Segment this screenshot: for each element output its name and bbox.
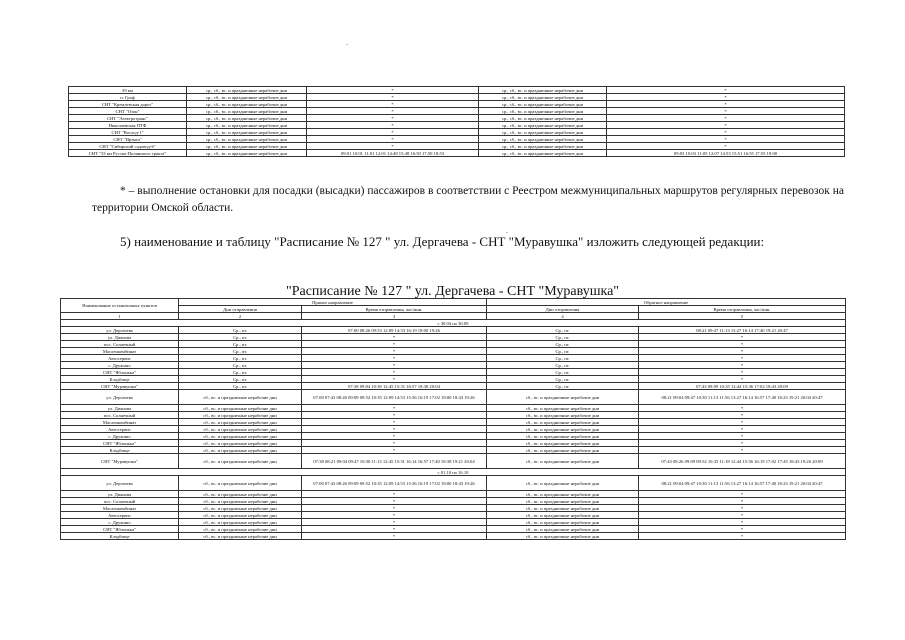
forward-days-cell: сб., вс. и праздничные нерабочие дни: [179, 498, 302, 505]
table-row: [61, 419, 846, 426]
header-col-number: 5: [639, 313, 846, 320]
stop-name-cell: Кладбище: [61, 447, 179, 454]
table-row: [61, 498, 846, 505]
forward-days-cell: сб., вс. и праздничные нерабочие дни: [179, 440, 302, 447]
forward-times-cell: 07:38 09:04 10:30 12:45 15:31 16:57 18:38 20:04: [302, 383, 487, 390]
forward-times-cell: 09:01 10:01 11:01 12:01 14:48 15:48 16:50 17:50 18:53: [307, 150, 479, 157]
backward-times-cell: *: [639, 348, 846, 355]
table-row: [69, 115, 845, 122]
forward-days-cell: Ср., пт.: [179, 341, 302, 348]
header-dep-time-backward: Время отправления, час/мин.: [639, 306, 846, 313]
table-row: [61, 383, 846, 390]
forward-times-cell: *: [307, 115, 479, 122]
backward-times-cell: *: [639, 376, 846, 383]
backward-times-cell: 08:21 09:47 11:13 13:27 16:14 17:40 19:21 20:47: [639, 327, 846, 334]
instruction-paragraph: 5) наименование и таблицу "Расписание № 127 " ул. Дергачева - СНТ "Муравушка" изложить следующей редакции:: [120, 234, 765, 249]
forward-days-cell: сб., вс. и праздничные нерабочие дни: [179, 412, 302, 419]
forward-times-cell: *: [302, 362, 487, 369]
stop-name-cell: СНТ "Электротранс": [69, 115, 187, 122]
forward-times-cell: *: [302, 519, 487, 526]
table-row: [61, 526, 846, 533]
backward-days-cell: сб., вс. и праздничные нерабочие дни: [487, 412, 639, 419]
forward-times-cell: *: [302, 426, 487, 433]
forward-days-cell: ср., сб., вс. и праздничные нерабочие дни: [187, 129, 307, 136]
backward-times-cell: 07:43 08:26 09:09 09:52 10:35 11:18 12:44 15:36 16:19 17:02 17:45 18:43 19:26 20:09: [639, 454, 846, 469]
forward-times-cell: *: [302, 433, 487, 440]
forward-times-cell: *: [302, 355, 487, 362]
forward-times-cell: *: [307, 122, 479, 129]
table-row: [61, 405, 846, 412]
forward-days-cell: сб., вс. и праздничные нерабочие дни: [179, 526, 302, 533]
backward-days-cell: сб., вс. и праздничные нерабочие дни: [487, 526, 639, 533]
stop-name-cell: Масленкомбинат: [61, 505, 179, 512]
forward-days-cell: сб., вс. и праздничные нерабочие дни: [179, 512, 302, 519]
backward-days-cell: ср., сб., вс. и праздничные нерабочие дни: [479, 94, 607, 101]
backward-days-cell: ср., сб., вс. и праздничные нерабочие дни: [479, 143, 607, 150]
backward-days-cell: ср., сб., вс. и праздничные нерабочие дни: [479, 129, 607, 136]
backward-times-cell: *: [607, 136, 845, 143]
forward-days-cell: сб., вс. и праздничные нерабочие дни: [179, 426, 302, 433]
backward-times-cell: *: [639, 440, 846, 447]
stop-name-cell: СНТ "Яблонька": [61, 440, 179, 447]
stop-name-cell: СНТ "Озон": [69, 108, 187, 115]
schedule-period-2-header: [61, 469, 846, 476]
stop-name-cell: п. Граф: [69, 94, 187, 101]
backward-days-cell: Ср., пт.: [487, 383, 639, 390]
stop-name-cell: Автосервис: [61, 426, 179, 433]
table-row: [69, 136, 845, 143]
table-row: [61, 454, 846, 469]
forward-times-cell: 07:00 07:43 08:26 09:09 09:52 10:35 12:09 14:53 15:36 16:19 17:02 18:00 18:43 19:26: [302, 390, 487, 405]
forward-times-cell: *: [302, 447, 487, 454]
schedule-section-1-weekend: [61, 390, 846, 469]
stop-name-cell: СНТ "Кремлевская дорог": [69, 101, 187, 108]
table-row: [61, 412, 846, 419]
forward-days-cell: ср., сб., вс. и праздничные нерабочие дни: [187, 87, 307, 94]
backward-days-cell: сб., вс. и праздничные нерабочие дни: [487, 498, 639, 505]
backward-times-cell: *: [607, 101, 845, 108]
backward-days-cell: Ср., пт.: [487, 327, 639, 334]
header-forward: Прямое направление: [179, 299, 487, 306]
header-dep-days-forward: Дни отправления: [179, 306, 302, 313]
forward-days-cell: Ср., пт.: [179, 362, 302, 369]
schedule-section-2: [61, 476, 846, 540]
schedule-title: "Расписание № 127 " ул. Дергачева - СНТ "Муравушка": [286, 284, 619, 299]
forward-times-cell: *: [302, 334, 487, 341]
backward-days-cell: Ср., пт.: [487, 376, 639, 383]
forward-days-cell: Ср., пт.: [179, 369, 302, 376]
backward-days-cell: Ср., пт.: [487, 348, 639, 355]
table-row: [61, 533, 846, 540]
backward-days-cell: Ср., пт.: [487, 369, 639, 376]
forward-times-cell: *: [302, 376, 487, 383]
forward-days-cell: ср., сб., вс. и праздничные нерабочие дни: [187, 150, 307, 157]
stop-name-cell: Масленкомбинат: [61, 419, 179, 426]
table-row: [69, 129, 845, 136]
forward-times-cell: *: [307, 143, 479, 150]
stop-name-cell: ул. Дианова: [61, 405, 179, 412]
backward-times-cell: *: [639, 512, 846, 519]
table-row: [61, 327, 846, 334]
header-col-number: 2: [179, 313, 302, 320]
table-row: [69, 122, 845, 129]
backward-days-cell: сб., вс. и праздничные нерабочие дни: [487, 454, 639, 469]
stop-name-cell: Автосервис: [61, 512, 179, 519]
continued-schedule-body: [69, 87, 845, 157]
forward-days-cell: Ср., пт.: [179, 334, 302, 341]
stop-name-cell: ул. Дергачева: [61, 390, 179, 405]
stop-name-cell: СНТ "Иртыш": [69, 136, 187, 143]
forward-days-cell: Ср., пт.: [179, 376, 302, 383]
backward-times-cell: *: [639, 447, 846, 454]
continued-schedule-table: [68, 86, 845, 157]
backward-times-cell: *: [639, 498, 846, 505]
period-row: с 01.10 по 16.10: [61, 469, 846, 476]
forward-days-cell: Ср., пт.: [179, 355, 302, 362]
backward-days-cell: ср., сб., вс. и праздничные нерабочие дни: [479, 150, 607, 157]
table-row: [69, 94, 845, 101]
backward-times-cell: *: [639, 362, 846, 369]
table-row: [61, 491, 846, 498]
backward-days-cell: ср., сб., вс. и праздничные нерабочие дни: [479, 108, 607, 115]
forward-days-cell: ср., сб., вс. и праздничные нерабочие дни: [187, 101, 307, 108]
backward-days-cell: Ср., пт.: [487, 341, 639, 348]
stop-name-cell: СНТ "Сибирский садовод-6": [69, 143, 187, 150]
forward-times-cell: *: [302, 440, 487, 447]
period-row: с 30.04 по 30.09: [61, 320, 846, 327]
backward-days-cell: ср., сб., вс. и праздничные нерабочие дни: [479, 115, 607, 122]
header-stops: Наименование остановочных пунктов: [61, 299, 179, 313]
forward-days-cell: сб., вс. и праздничные нерабочие дни: [179, 405, 302, 412]
footnote-paragraph: * – выполнение остановки для посадки (высадки) пассажиров в соответствии с Реестром межмуниципальных маршрутов регулярных перевозок на территории Омской области.: [92, 185, 844, 214]
forward-times-cell: *: [307, 94, 479, 101]
stop-name-cell: Масленкомбинат: [61, 348, 179, 355]
backward-days-cell: ср., сб., вс. и праздничные нерабочие дни: [479, 87, 607, 94]
backward-days-cell: сб., вс. и праздничные нерабочие дни: [487, 491, 639, 498]
backward-times-cell: *: [639, 405, 846, 412]
stop-name-cell: Кладбище: [61, 376, 179, 383]
forward-days-cell: ср., сб., вс. и праздничные нерабочие дни: [187, 108, 307, 115]
backward-times-cell: *: [607, 94, 845, 101]
forward-days-cell: Ср., пт.: [179, 383, 302, 390]
backward-days-cell: сб., вс. и праздничные нерабочие дни: [487, 440, 639, 447]
forward-times-cell: 07:00 08:26 09:53 12:09 14:53 16:19 18:00 19:26: [302, 327, 487, 334]
table-row: [69, 108, 845, 115]
table-row: [61, 505, 846, 512]
forward-days-cell: сб., вс. и праздничные нерабочие дни: [179, 533, 302, 540]
backward-times-cell: *: [639, 533, 846, 540]
table-row: [61, 476, 846, 491]
stop-name-cell: с. Дружино: [61, 519, 179, 526]
forward-days-cell: сб., вс. и праздничные нерабочие дни: [179, 454, 302, 469]
backward-times-cell: *: [639, 433, 846, 440]
backward-times-cell: *: [639, 519, 846, 526]
backward-times-cell: *: [639, 491, 846, 498]
forward-days-cell: ср., сб., вс. и праздничные нерабочие дни: [187, 94, 307, 101]
stop-name-cell: ул. Дергачева: [61, 476, 179, 491]
table-row: [61, 369, 846, 376]
backward-days-cell: сб., вс. и праздничные нерабочие дни: [487, 533, 639, 540]
header-col-number: 4: [487, 313, 639, 320]
forward-times-cell: *: [307, 108, 479, 115]
forward-times-cell: *: [302, 412, 487, 419]
forward-times-cell: *: [302, 369, 487, 376]
stop-name-cell: пос. Солнечный: [61, 341, 179, 348]
stop-name-cell: СНТ "Яблонька": [61, 526, 179, 533]
table-row: [61, 433, 846, 440]
forward-times-cell: 07:00 07:43 08:26 09:09 09:52 10:35 12:09 14:53 15:36 16:19 17:02 18:00 18:43 19:26: [302, 476, 487, 491]
backward-days-cell: сб., вс. и праздничные нерабочие дни: [487, 419, 639, 426]
backward-times-cell: 08:21 09:04 09:47 10:30 11:13 11:56 13:27 16:14 16:57 17:40 18:23 19:21 20:04 20:47: [639, 390, 846, 405]
backward-times-cell: *: [607, 129, 845, 136]
forward-days-cell: Ср., пт.: [179, 348, 302, 355]
stop-name-cell: ул. Дергачева: [61, 327, 179, 334]
forward-days-cell: сб., вс. и праздничные нерабочие дни: [179, 447, 302, 454]
table-row: [61, 334, 846, 341]
table-row: [61, 362, 846, 369]
stop-name-cell: Автосервис: [61, 355, 179, 362]
forward-times-cell: *: [302, 341, 487, 348]
forward-days-cell: сб., вс. и праздничные нерабочие дни: [179, 491, 302, 498]
schedule-127-table: [60, 298, 846, 540]
table-row: [69, 87, 845, 94]
forward-times-cell: *: [302, 348, 487, 355]
forward-days-cell: ср., сб., вс. и праздничные нерабочие дни: [187, 136, 307, 143]
backward-days-cell: ср., сб., вс. и праздничные нерабочие дни: [479, 101, 607, 108]
forward-days-cell: сб., вс. и праздничные нерабочие дни: [179, 433, 302, 440]
forward-times-cell: *: [307, 136, 479, 143]
backward-days-cell: сб., вс. и праздничные нерабочие дни: [487, 476, 639, 491]
backward-days-cell: сб., вс. и праздничные нерабочие дни: [487, 426, 639, 433]
backward-times-cell: *: [607, 122, 845, 129]
scan-dot: .: [506, 226, 508, 235]
table-row: [61, 376, 846, 383]
forward-times-cell: 07:38 08:21 09:04 09:47 10:30 11:13 12:45 15:31 16:14 16:57 17:40 18:38 19:21 20:04: [302, 454, 487, 469]
stop-name-cell: СНТ "Яблонька": [61, 369, 179, 376]
backward-days-cell: Ср., пт.: [487, 355, 639, 362]
forward-times-cell: *: [302, 533, 487, 540]
backward-days-cell: сб., вс. и праздничные нерабочие дни: [487, 390, 639, 405]
schedule-section-1: [61, 327, 846, 390]
backward-days-cell: Ср., пт.: [487, 362, 639, 369]
backward-days-cell: сб., вс. и праздничные нерабочие дни: [487, 512, 639, 519]
backward-times-cell: *: [639, 526, 846, 533]
stop-name-cell: 39 км: [69, 87, 187, 94]
table-row: [69, 143, 845, 150]
forward-days-cell: сб., вс. и праздничные нерабочие дни: [179, 505, 302, 512]
forward-times-cell: *: [302, 405, 487, 412]
forward-days-cell: ср., сб., вс. и праздничные нерабочие дни: [187, 143, 307, 150]
header-backward: Обратное направление: [487, 299, 846, 306]
stop-name-cell: пос. Солнечный: [61, 498, 179, 505]
forward-days-cell: сб., вс. и праздничные нерабочие дни: [179, 476, 302, 491]
header-col-number: 3: [302, 313, 487, 320]
stop-name-cell: Кладбище: [61, 533, 179, 540]
backward-times-cell: 07:43 09:09 10:35 12:44 15:36 17:02 18:43 20:09: [639, 383, 846, 390]
forward-times-cell: *: [302, 491, 487, 498]
forward-times-cell: *: [307, 129, 479, 136]
table-row: [61, 440, 846, 447]
forward-days-cell: сб., вс. и праздничные нерабочие дни: [179, 519, 302, 526]
backward-times-cell: *: [607, 143, 845, 150]
scan-dot: .: [346, 38, 348, 47]
forward-times-cell: *: [302, 419, 487, 426]
backward-days-cell: ср., сб., вс. и праздничные нерабочие дни: [479, 122, 607, 129]
stop-name-cell: СНТ "Муравушка": [61, 454, 179, 469]
table-row: [61, 426, 846, 433]
backward-days-cell: сб., вс. и праздничные нерабочие дни: [487, 433, 639, 440]
stop-name-cell: с. Дружино: [61, 362, 179, 369]
backward-times-cell: *: [639, 341, 846, 348]
backward-times-cell: *: [607, 115, 845, 122]
backward-days-cell: сб., вс. и праздничные нерабочие дни: [487, 519, 639, 526]
backward-days-cell: сб., вс. и праздничные нерабочие дни: [487, 505, 639, 512]
backward-times-cell: *: [607, 87, 845, 94]
forward-times-cell: *: [302, 512, 487, 519]
backward-times-cell: *: [639, 334, 846, 341]
forward-days-cell: Ср., пт.: [179, 327, 302, 334]
table-row: [61, 390, 846, 405]
backward-times-cell: *: [639, 426, 846, 433]
backward-times-cell: *: [639, 369, 846, 376]
forward-days-cell: сб., вс. и праздничные нерабочие дни: [179, 390, 302, 405]
table-row: [69, 101, 845, 108]
stop-name-cell: СНТ "33 км Русско-Полянского тракта": [69, 150, 187, 157]
table-row: [61, 512, 846, 519]
stop-name-cell: СНТ "Восход-1": [69, 129, 187, 136]
stop-name-cell: с. Дружино: [61, 433, 179, 440]
backward-days-cell: ср., сб., вс. и праздничные нерабочие дни: [479, 136, 607, 143]
backward-times-cell: *: [639, 505, 846, 512]
forward-days-cell: сб., вс. и праздничные нерабочие дни: [179, 419, 302, 426]
stop-name-cell: СНТ "Муравушка": [61, 383, 179, 390]
schedule-header: [61, 299, 846, 327]
backward-times-cell: *: [639, 412, 846, 419]
stop-name-cell: Николаевская ПТФ: [69, 122, 187, 129]
table-row: [61, 348, 846, 355]
backward-days-cell: Ср., пт.: [487, 334, 639, 341]
backward-times-cell: 09:03 10:03 11:05 12:07 14:53 15:51 16:55 17:55 19:00: [607, 150, 845, 157]
backward-times-cell: *: [639, 419, 846, 426]
backward-times-cell: *: [607, 108, 845, 115]
table-row: [61, 341, 846, 348]
table-row: [69, 150, 845, 157]
header-col-number: 1: [61, 313, 179, 320]
forward-times-cell: *: [302, 505, 487, 512]
forward-times-cell: *: [307, 101, 479, 108]
stop-name-cell: пос. Солнечный: [61, 412, 179, 419]
stop-name-cell: ул. Дианова: [61, 334, 179, 341]
backward-days-cell: сб., вс. и праздничные нерабочие дни: [487, 405, 639, 412]
forward-times-cell: *: [302, 526, 487, 533]
forward-times-cell: *: [302, 498, 487, 505]
stop-name-cell: ул. Дианова: [61, 491, 179, 498]
forward-times-cell: *: [307, 87, 479, 94]
header-dep-days-backward: Дни отправления: [487, 306, 639, 313]
forward-days-cell: ср., сб., вс. и праздничные нерабочие дни: [187, 115, 307, 122]
backward-times-cell: 08:21 09:04 09:47 10:30 11:13 11:56 13:27 16:14 16:57 17:40 18:23 19:21 20:04 20:47: [639, 476, 846, 491]
forward-days-cell: ср., сб., вс. и праздничные нерабочие дни: [187, 122, 307, 129]
backward-days-cell: сб., вс. и праздничные нерабочие дни: [487, 447, 639, 454]
header-dep-time-forward: Время отправления, час/мин.: [302, 306, 487, 313]
table-row: [61, 355, 846, 362]
table-row: [61, 447, 846, 454]
table-row: [61, 519, 846, 526]
backward-times-cell: *: [639, 355, 846, 362]
